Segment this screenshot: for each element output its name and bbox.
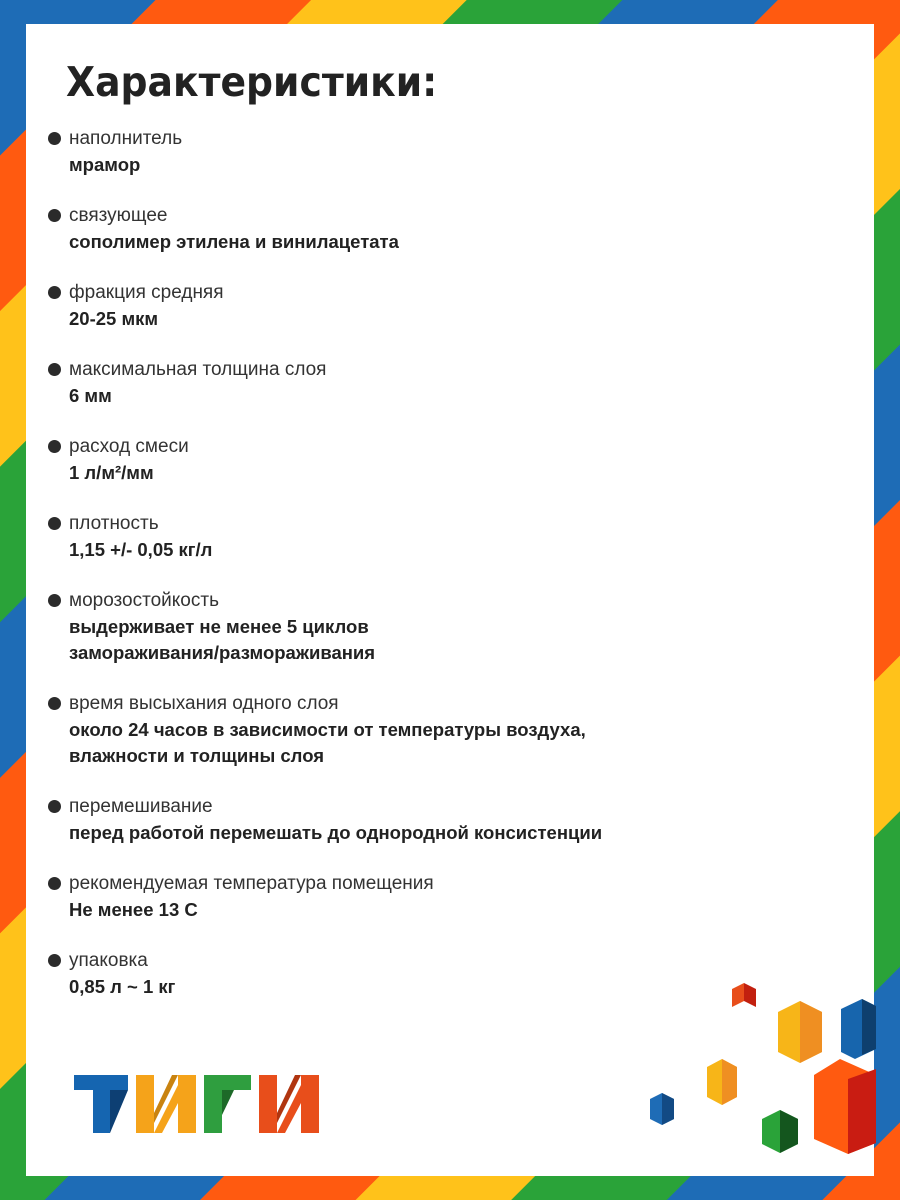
bullet-icon bbox=[48, 594, 61, 607]
bullet-icon bbox=[48, 800, 61, 813]
bullet-icon bbox=[48, 517, 61, 530]
bullet-icon bbox=[48, 877, 61, 890]
spec-label: рекомендуемая температура помещения bbox=[69, 873, 434, 894]
spec-label: время высыхания одного слоя bbox=[69, 693, 339, 714]
spec-label: максимальная толщина слоя bbox=[69, 359, 327, 380]
logo-letter-t bbox=[74, 1075, 128, 1133]
spec-item bbox=[48, 588, 748, 666]
content-card bbox=[26, 24, 874, 1176]
spec-value: 20-25 мкм bbox=[69, 308, 159, 329]
spec-value: сополимер этилена и винилацетата bbox=[69, 231, 399, 252]
decorative-cubes bbox=[622, 979, 876, 1154]
spec-value: перед работой перемешать до однородной консистенции bbox=[69, 822, 603, 843]
spec-item bbox=[48, 871, 748, 923]
spec-label: упаковка bbox=[69, 950, 148, 971]
logo-letter-i-yellow bbox=[136, 1075, 196, 1133]
spec-item bbox=[48, 280, 748, 332]
bullet-icon bbox=[48, 132, 61, 145]
spec-item bbox=[48, 203, 748, 255]
logo-letter-i-red bbox=[259, 1075, 319, 1133]
specs-list bbox=[48, 126, 748, 1025]
spec-value: 6 мм bbox=[69, 385, 112, 406]
blue-cube-icon bbox=[841, 999, 876, 1059]
bullet-icon bbox=[48, 954, 61, 967]
spec-value: 1,15 +/- 0,05 кг/л bbox=[69, 539, 213, 560]
spec-value: 1 л/м²/мм bbox=[69, 462, 154, 483]
logo-letter-g bbox=[204, 1075, 251, 1133]
spec-label: плотность bbox=[69, 513, 159, 534]
green-cube-icon bbox=[762, 1110, 798, 1153]
page-title: Характеристики: bbox=[66, 58, 438, 106]
spec-value: около 24 часов в зависимости от температуры воздуха, влажности и толщины слоя bbox=[69, 719, 586, 766]
spec-value: выдерживает не менее 5 циклов замораживания/размораживания bbox=[69, 616, 376, 663]
red-orange-cube-icon bbox=[814, 1059, 876, 1154]
bullet-icon bbox=[48, 440, 61, 453]
spec-label: перемешивание bbox=[69, 796, 213, 817]
spec-item bbox=[48, 357, 748, 409]
spec-item bbox=[48, 794, 748, 846]
bullet-icon bbox=[48, 697, 61, 710]
spec-label: фракция средняя bbox=[69, 282, 224, 303]
spec-item bbox=[48, 511, 748, 563]
spec-label: наполнитель bbox=[69, 128, 183, 149]
spec-item bbox=[48, 434, 748, 486]
red-cube-icon bbox=[622, 979, 756, 1007]
spec-label: морозостойкость bbox=[69, 590, 219, 611]
tigi-logo bbox=[74, 1075, 319, 1135]
spec-item bbox=[48, 126, 748, 178]
spec-value: мрамор bbox=[69, 154, 141, 175]
yellow-cube-icon bbox=[778, 1001, 822, 1063]
orange-cube-icon bbox=[707, 1059, 737, 1105]
bullet-icon bbox=[48, 209, 61, 222]
bullet-icon bbox=[48, 363, 61, 376]
spec-label: связующее bbox=[69, 205, 168, 226]
bullet-icon bbox=[48, 286, 61, 299]
spec-item bbox=[48, 691, 748, 769]
spec-value: Не менее 13 С bbox=[69, 899, 198, 920]
small-blue-cube-icon bbox=[650, 1093, 674, 1125]
spec-value: 0,85 л ~ 1 кг bbox=[69, 976, 176, 997]
spec-label: расход смеси bbox=[69, 436, 189, 457]
